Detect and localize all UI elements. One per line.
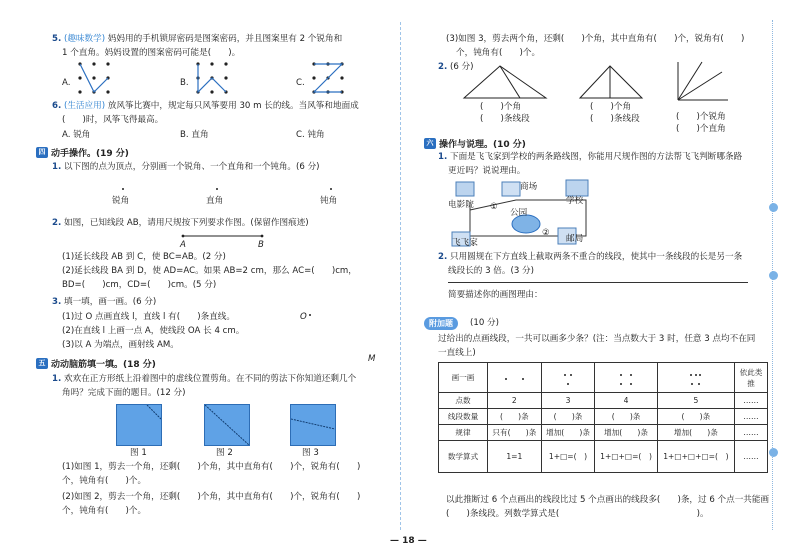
pattern-c-figure (310, 60, 346, 96)
q6-text-2: ( )时，风筝飞得最高。 (62, 115, 164, 125)
table-cell[interactable]: 增加( )条 (657, 425, 734, 441)
point-m-label: M (368, 354, 376, 364)
bonus-conclusion-1: 以此推断过 6 个点画出的线段比过 5 个点画出的线段多( )条，过 6 个点一共能画 (446, 495, 770, 505)
table-cell: 点数 (439, 393, 488, 409)
bonus-table (438, 362, 768, 473)
table-cell: 数学算式 (439, 441, 488, 473)
r4-number: 2. (438, 252, 448, 262)
page-number: — 18 — (390, 536, 427, 546)
section-6-icon: 六 (424, 138, 436, 149)
bonus-text-2: 一直线上) (438, 348, 476, 358)
square-figure-3 (290, 404, 336, 446)
table-row-points (439, 393, 768, 409)
p4-text: 欢欢在正方形纸上沿着图中的虚线位置剪角。在不同的剪法下你知道还剩几个 (63, 374, 357, 384)
square-figure-2 (204, 404, 250, 446)
q6-text: 放风筝比赛中，规定每只风筝要用 30 m 长的线。当风筝和地面成 (107, 101, 359, 111)
p4-sub1: (1)如图 1，剪去一个角，还剩( )个角，其中直角有( )个，锐角有( ) (62, 462, 361, 472)
q5-option-b[interactable]: B. (180, 78, 189, 88)
q6-option-a[interactable]: A. 锐角 (62, 130, 91, 140)
r4-text-2: 线段长的 3 倍。(3 分) (448, 266, 534, 276)
table-cell[interactable]: 只有( )条 (488, 425, 542, 441)
p2-line (52, 218, 309, 229)
point-b-label: B (258, 240, 264, 250)
vertex-dot-1 (122, 188, 124, 190)
table-cell[interactable]: 1+□+□+□=( ) (657, 441, 734, 473)
p3-sub1: (1)过 O 点画直线 l，直线 l 有( )条直线。 (62, 312, 235, 322)
table-cell[interactable]: ( )条 (541, 409, 595, 425)
obtuse-label: 钝角 (320, 196, 338, 206)
edge-tab-2 (769, 271, 778, 280)
table-row-rule (439, 425, 768, 441)
map-label-school: 学校 (566, 196, 584, 206)
p3-sub2: (2)在直线 l 上画一点 A，使线段 OA 长 4 cm。 (62, 326, 245, 336)
q5-text-2: 1 个直角。妈妈设置的图案密码可能是( )。 (62, 48, 241, 58)
table-cell[interactable]: ( )条 (488, 409, 542, 425)
q6-option-c[interactable]: C. 钝角 (296, 130, 325, 140)
route-1-marker: ① (490, 202, 498, 212)
q5-line1 (52, 34, 342, 45)
draw-3-points[interactable] (541, 363, 595, 393)
table-cell: 4 (595, 393, 657, 409)
section-4-icon: 四 (36, 147, 48, 158)
section-6-header (424, 137, 526, 150)
table-cell: …… (735, 393, 768, 409)
edge-tab-1 (769, 203, 778, 212)
table-cell[interactable]: ( )条 (595, 409, 657, 425)
q6-line1 (52, 101, 359, 112)
route-2-marker: ② (542, 228, 550, 238)
map-label-post: 邮局 (566, 234, 584, 244)
r2-fig1-angles: ( )个角 (480, 102, 522, 112)
edge-tab-3 (769, 448, 778, 457)
table-cell[interactable]: ( )条 (657, 409, 734, 425)
r4-prompt: 简要描述你的画图理由： (448, 290, 543, 300)
r2-number: 2. (438, 62, 448, 72)
p4-number: 1. (52, 374, 62, 384)
map-label-home: 飞飞家 (452, 238, 478, 248)
table-cell[interactable]: 1+□+□=( ) (595, 441, 657, 473)
table-cell: 规律 (439, 425, 488, 441)
vertex-dot-2 (216, 188, 218, 190)
q5-number: 5. (52, 34, 62, 44)
point-o-dot (309, 314, 311, 316)
bonus-conclusion-2: ( )条线段。列数学算式是( )。 (446, 509, 709, 519)
acute-label: 锐角 (112, 196, 130, 206)
section-5-header (36, 357, 156, 370)
section-6-title: 操作与说理。(10 分) (439, 140, 526, 150)
q5-tag: (趣味数学) (63, 34, 106, 44)
bonus-text: 过给出的点画线段，一共可以画多少条？(注：当点数大于 3 时，任意 3 点均不在同 (438, 334, 756, 344)
p2-sub1: (1)延长线段 AB 到 C，使 BC=AB。(2 分) (62, 252, 226, 262)
r3-number: 1. (438, 152, 448, 162)
r3-text-2: 更近吗？说说理由。 (448, 166, 526, 176)
figure-3-caption: 图 3 (302, 448, 319, 458)
p4-sub1-2: 个，钝角有( )个。 (62, 476, 147, 486)
r1-line2: 个，钝角有( )个。 (456, 48, 541, 58)
table-cell: 2 (488, 393, 542, 409)
p2-sub2: (2)延长线段 BA 到 D，使 AD=AC。如果 AB=2 cm，那么 AC=( )cm， (62, 266, 357, 276)
q5-option-a[interactable]: A. (62, 78, 71, 88)
map-label-park: 公园 (510, 208, 528, 218)
draw-4-points[interactable] (595, 363, 657, 393)
section-5-icon: 五 (36, 358, 48, 369)
r2-fig2-segments: ( )条线段 (590, 114, 640, 124)
r4-line1 (438, 252, 742, 263)
p3-sub3: (3)以 A 为端点，画射线 AM。 (62, 340, 179, 350)
q5-text: 妈妈用的手机锁屏密码是图案密码，并且图案里有 2 个锐角和 (107, 34, 343, 44)
table-cell: 依此类推 (735, 363, 768, 393)
figure-2-caption: 图 2 (216, 448, 233, 458)
q6-option-b[interactable]: B. 直角 (180, 130, 209, 140)
point-o-label: O (300, 312, 307, 322)
table-cell: 3 (541, 393, 595, 409)
triangle-figure-1 (460, 62, 550, 102)
r2-text: (6 分) (449, 62, 474, 72)
r1-line1: (3)如图 3，剪去两个角，还剩( )个角，其中直角有( )个，锐角有( ) (446, 34, 745, 44)
segment-ab (180, 232, 266, 242)
r4-baseline (448, 282, 748, 283)
p4-line1 (52, 374, 356, 385)
p4-text-2: 角吗？完成下面的题目。(12 分) (62, 388, 186, 398)
r2-fig3-right: ( )个直角 (676, 124, 726, 134)
table-cell: 线段数量 (439, 409, 488, 425)
table-cell: 画一画 (439, 363, 488, 393)
q6-tag: (生活应用) (63, 101, 106, 111)
table-cell: …… (735, 441, 768, 473)
table-cell: …… (735, 425, 768, 441)
section-5-title: 动动脑筋填一填。(18 分) (51, 360, 156, 370)
vertex-dot-3 (330, 188, 332, 190)
r2-fig3-acute: ( )个锐角 (676, 112, 726, 122)
table-cell[interactable]: 增加( )条 (595, 425, 657, 441)
p2-sub3: BD=( )cm，CD=( )cm。(5 分) (62, 280, 217, 290)
triangle-figure-2 (576, 62, 646, 102)
p3-text: 填一填，画一画。(6 分) (63, 297, 157, 307)
r4-text: 只用圆规在下方直线上截取两条不重合的线段，使其中一条线段的长是另一条 (449, 252, 743, 262)
p1-line (52, 162, 320, 173)
r3-line1 (438, 152, 742, 163)
r2-fig2-angles: ( )个角 (590, 102, 632, 112)
p2-text: 如图，已知线段 AB，请用尺规按下列要求作图。(保留作图痕迹) (63, 218, 309, 228)
p1-number: 1. (52, 162, 62, 172)
table-cell: …… (735, 409, 768, 425)
draw-2-points[interactable] (488, 363, 542, 393)
table-row-draw (439, 363, 768, 393)
map-label-mall: 商场 (520, 182, 538, 192)
pattern-a-figure (76, 60, 112, 96)
table-cell[interactable]: 增加( )条 (541, 425, 595, 441)
q5-option-c[interactable]: C. (296, 78, 305, 88)
p3-line (52, 297, 156, 308)
p1-text: 以下图的点为顶点，分别画一个锐角、一个直角和一个钝角。(6 分) (63, 162, 320, 172)
figure-1-caption: 图 1 (130, 448, 147, 458)
bonus-score: (10 分) (470, 318, 499, 328)
right-label: 直角 (206, 196, 224, 206)
p4-sub2: (2)如图 2，剪去一个角，还剩( )个角，其中直角有( )个，锐角有( ) (62, 492, 361, 502)
r2-fig1-segments: ( )条线段 (480, 114, 530, 124)
p4-sub2-2: 个，钝角有( )个。 (62, 506, 147, 516)
table-row-segments (439, 409, 768, 425)
q6-number: 6. (52, 101, 62, 111)
section-4-title: 动手操作。(19 分) (51, 149, 129, 159)
r3-text: 下面是飞飞家到学校的两条路线图，你能用尺规作图的方法帮飞飞判断哪条路 (449, 152, 743, 162)
table-cell: 5 (657, 393, 734, 409)
pattern-b-figure (194, 60, 230, 96)
p3-number: 3. (52, 297, 62, 307)
square-figure-1 (116, 404, 162, 446)
table-cell[interactable]: 1+□=( ) (541, 441, 595, 473)
bonus-badge (424, 317, 458, 330)
table-cell: 1=1 (488, 441, 542, 473)
rays-figure (672, 58, 732, 104)
point-a-label: A (180, 240, 186, 250)
column-divider (400, 22, 401, 530)
table-row-formula (439, 441, 768, 473)
bonus-tag: 附加题 (429, 319, 453, 328)
section-4-header (36, 146, 129, 159)
p2-number: 2. (52, 218, 62, 228)
map-label-cinema: 电影院 (448, 200, 474, 210)
draw-5-points[interactable] (657, 363, 734, 393)
page-number-value: 18 (402, 536, 415, 546)
